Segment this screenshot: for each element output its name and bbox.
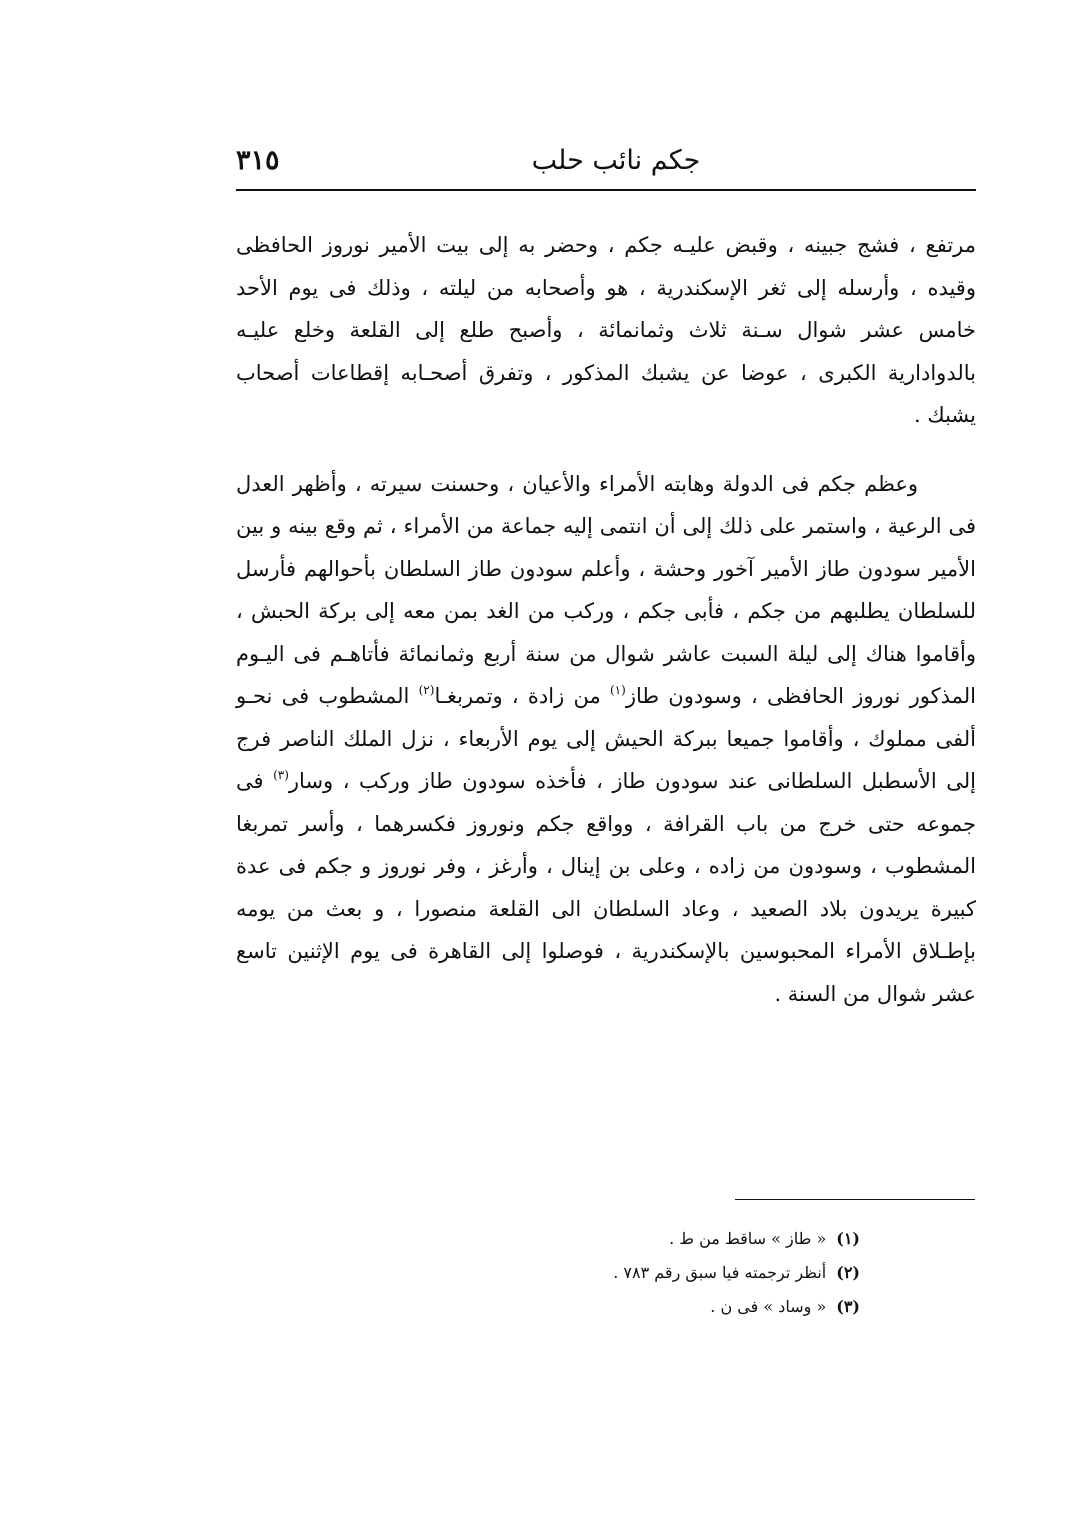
footnotes bbox=[560, 1222, 860, 1324]
page-number: ٣١٥ bbox=[236, 145, 280, 176]
footnote-marker-2: (٢) bbox=[418, 683, 435, 697]
paragraph-2-part-a: وعظم جكم فى الدولة وهابته الأمراء والأعيان ، وحسنت سيرته ، وأظهر العدل فى الرعية ، واستمر على ذلك إلى أن انتمى إليه جماعة من الأمراء ، ثم وقع بينه و بين الأمير سودون طاز الأمير آخور وحشة ، وأعلم سودون طاز السلطان بأحوالهم فأرسل للسلطان يطلبهم من جكم ، فأبى جكم ، وركب من الغد بمن معه إلى بركة الحبش ، وأقاموا هناك إلى ليلة السبت عاشر شوال من سنة أربع وثمانمائة فأتاهـم فى اليـوم المذكور نوروز الحافظى ، وسودون طاز bbox=[236, 471, 976, 708]
footnote-text: « طاز » ساقط من ط . bbox=[669, 1229, 827, 1248]
running-title: جكم نائب حلب bbox=[531, 145, 701, 176]
page-header bbox=[236, 145, 976, 183]
footnote-3 bbox=[560, 1290, 860, 1324]
footnote-text: أنظر ترجمته فيا سبق رقم ٧٨٣ . bbox=[613, 1263, 827, 1282]
paragraph-2-part-d: فى جموعه حتى خرج من باب القرافة ، وواقع جكم ونوروز فكسرهما ، وأسر تمربغا المشطوب ، وسودون من زاده ، وعلى بن إينال ، وأرغز ، وفر نوروز و جكم فى عدة كبيرة يريدون بلاد الصعيد ، وعاد السلطان الى القلعة منصورا ، و بعث من يومه بإطـلاق الأمراء المحبوسين بالإسكندرية ، فوصلوا إلى القاهرة فى يوم الإثنين تاسع عشر شوال من السنة . bbox=[236, 769, 976, 1006]
paragraph-2-part-c: المشطوب فى نحـو ألفى مملوك ، وأقاموا جميعا ببركة الحيش إلى يوم الأربعاء ، نزل الملك الناصر فرج إلى الأسطبل السلطانى عند سودون طاز ، فأخذه سودون طاز وركب ، وسار bbox=[236, 684, 977, 793]
footnote-rule bbox=[735, 1199, 975, 1200]
main-text bbox=[236, 224, 976, 1015]
footnote-1 bbox=[560, 1222, 860, 1256]
footnote-marker-1: (١) bbox=[609, 683, 626, 697]
paragraph-1: مرتفع ، فشج جبينه ، وقبض عليـه جكم ، وحضر به إلى بيت الأمير نوروز الحافظى وقيده ، وأرسله إلى ثغر الإسكندرية ، هو وأصحابه من ليلته ، وذلك فى يوم الأحد خامس عشر شوال سـنة ثلاث وثمانمائة ، وأصبح طلع إلى القلعة وخلع عليـه بالدوادارية الكبرى ، عوضا عن يشبك المذكور ، وتفرق أصحـابه إقطاعات أصحاب يشبك . bbox=[236, 233, 976, 427]
header-rule bbox=[236, 189, 976, 191]
footnote-text: « وساد » فى ن . bbox=[710, 1297, 827, 1316]
footnote-number: (٣) bbox=[836, 1297, 860, 1316]
footnote-marker-3: (٣) bbox=[273, 768, 289, 782]
footnote-number: (١) bbox=[836, 1229, 860, 1248]
footnote-2 bbox=[560, 1256, 860, 1290]
paragraph-2-part-b: من زادة ، وتمربغـا bbox=[434, 684, 610, 708]
paragraph-2 bbox=[236, 463, 976, 1016]
footnote-number: (٢) bbox=[836, 1263, 860, 1282]
